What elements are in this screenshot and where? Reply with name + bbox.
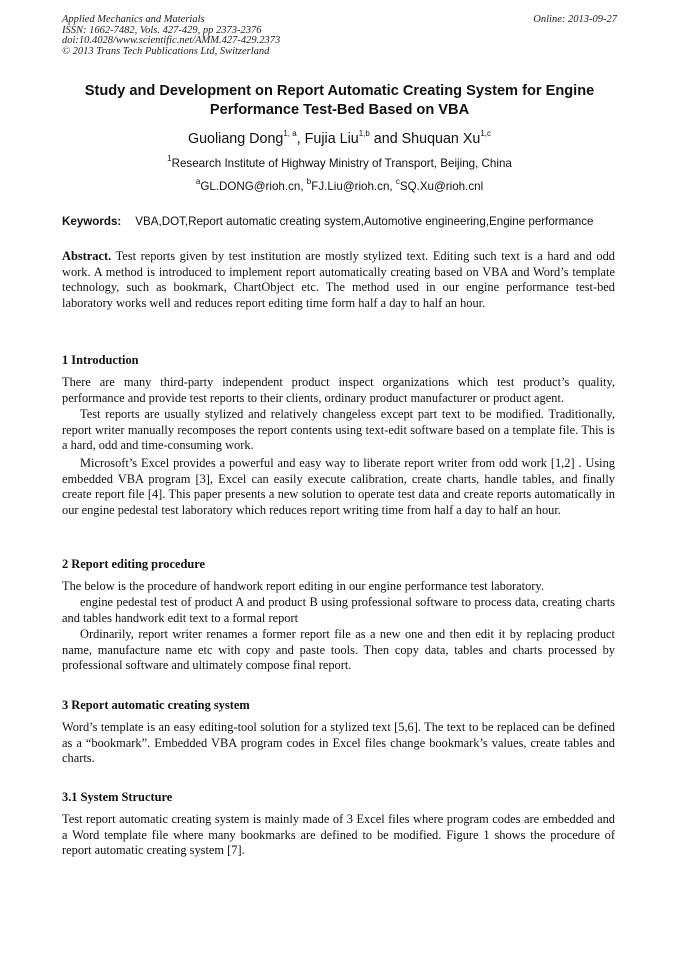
email-mark: c (395, 177, 400, 187)
paragraph: Word’s template is an easy editing-tool solution for a stylized text [5,6]. The text to be replaced can be defined as a “bookmark”. Embedded VBA program codes in Excel files change bookmark’s values, create tables and charts. (62, 720, 615, 766)
paragraph: Microsoft’s Excel provides a powerful and easy way to liberate report writer from odd work [1,2] . Using embedded VBA program [3], Excel can easily execute calibration, create charts, handle tables, and finally create report file [4]. This paper presents a new solution to operate test data and create reports automatically in our engine pedestal test laboratory which reduces report writing time from half a day to half an hour. (62, 456, 615, 518)
online-date: Online: 2013-09-27 (533, 14, 617, 25)
email-mark: b (306, 177, 312, 187)
email-text: SQ.Xu@rioh.cnl (399, 180, 484, 193)
paragraph: There are many third-party independent product inspect organizations which test product’s quality, performance and provide test reports to their clients, ordinary product manufacturer or product agent. (62, 375, 615, 405)
section-heading: 1 Introduction (62, 353, 139, 367)
section-heading: 3 Report automatic creating system (62, 698, 250, 712)
affiliation (62, 156, 617, 171)
paragraph: The below is the procedure of handwork report editing in our engine performance test laboratory. (62, 579, 544, 593)
issn-line: ISSN: 1662-7482, Vols. 427-429, pp 2373-2376 (62, 24, 262, 36)
author-list (62, 130, 617, 148)
abstract-text: Test reports given by test institution are mostly stylized text. Editing such text is a hard and odd work. A method is introduced to implement report automatically creating based on VBA and Word’s template technology, such as bookmark, ChartObject etc. The method used in our engine performance test-bed laboratory works well and reduces report editing time form half a day to half an hour. (62, 249, 616, 311)
paragraph: engine pedestal test of product A and product B using professional software to process data, creating charts and tables handwork edit text to a formal report (62, 595, 615, 625)
email-text: GL.DONG@rioh.cn, (200, 180, 307, 193)
author-affiliation-mark: 1, a (283, 129, 297, 139)
section-heading: 3.1 System Structure (62, 790, 173, 804)
author-affiliation-mark: 1,c (480, 129, 492, 139)
doi-line: doi:10.4028/www.scientific.net/AMM.427-429.2373 (62, 35, 281, 46)
journal-header (62, 15, 617, 57)
copyright-line: © 2013 Trans Tech Publications Ltd, Switzerland (62, 45, 270, 57)
keywords-text: VBA,DOT,Report automatic creating system,Automotive engineering,Engine performance (135, 215, 594, 228)
paragraph: Ordinarily, report writer renames a former report file as a new one and then edit it by replacing product name, manufacture name etc with copy and paste tools. Then copy data, tables and charts processed by professional software and ultimately compose final report. (62, 627, 615, 673)
keywords-label: Keywords: (62, 215, 122, 228)
author-affiliation-mark: 1,b (358, 129, 370, 139)
paragraph: Test reports are usually stylized and relatively changeless except part text to be modified. Traditionally, report writer manually recomposes the report contents using text-edit software based on a template file. This is a hard, odd and time-consuming work. (62, 407, 615, 453)
journal-name: Applied Mechanics and Materials (62, 14, 205, 25)
email-text: FJ.Liu@rioh.cn, (311, 180, 396, 193)
author-name: Guoliang Dong (187, 131, 284, 147)
author-separator: , (296, 131, 305, 147)
author-separator: and (369, 131, 402, 147)
author-name: Fujia Liu (304, 131, 359, 147)
author-emails (62, 179, 617, 194)
section-heading: 2 Report editing procedure (62, 557, 206, 571)
author-name: Shuquan Xu (401, 131, 481, 147)
abstract-label: Abstract. (62, 249, 112, 263)
abstract (62, 249, 615, 312)
paragraph: Test report automatic creating system is mainly made of 3 Excel files where program codes are embedded and a Word template file where many bookmarks are defined to be modified. Figure 1 shows the procedure of report automatic creating system [7]. (62, 812, 615, 858)
affiliation-mark: 1 (167, 154, 172, 164)
paper-title: Study and Development on Report Automatic Creating System for Engine Performance Test-Bed Based on VBA (84, 83, 595, 118)
affiliation-text: Research Institute of Highway Ministry of Transport, Beijing, China (171, 157, 512, 170)
keywords (62, 214, 617, 229)
email-mark: a (195, 177, 201, 187)
